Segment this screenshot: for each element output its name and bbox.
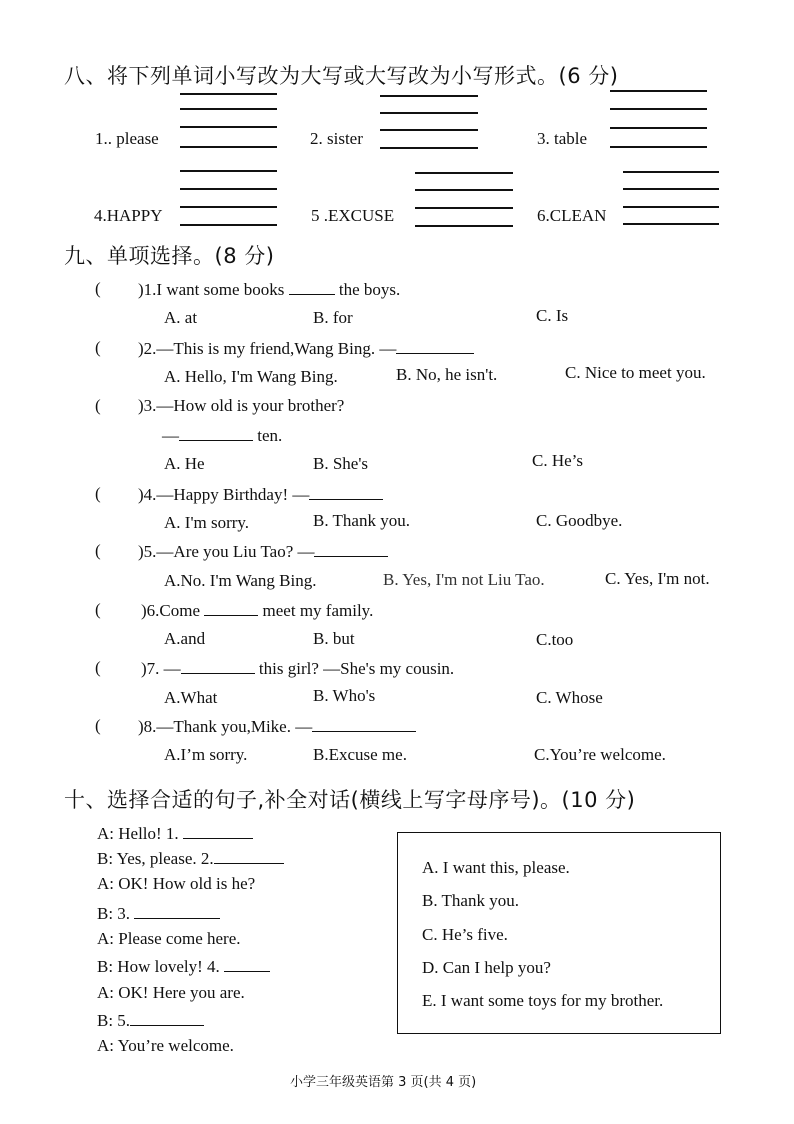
dialog-line: A: Hello! 1.: [97, 823, 253, 844]
answer-blank[interactable]: [309, 484, 383, 500]
dialog-line: B: 5.: [97, 1010, 204, 1031]
answer-paren[interactable]: (: [95, 484, 101, 503]
option-a: A.I’m sorry.: [164, 745, 248, 764]
option-c: C. Goodbye.: [536, 511, 623, 530]
section-9-heading: 九、单项选择。(8 分): [64, 244, 275, 268]
word-label: 1.. please: [95, 129, 159, 148]
answer-blank[interactable]: [214, 848, 284, 864]
question-stem: )6.Come meet my family.: [141, 601, 374, 620]
answer-blank[interactable]: [312, 716, 416, 732]
option-c: C. Whose: [536, 688, 603, 707]
option-b: B. for: [313, 308, 353, 327]
answer-blank[interactable]: [183, 823, 253, 839]
question-stem: )7. — this girl? —She's my cousin.: [141, 659, 455, 678]
option-b: B. No, he isn't.: [396, 365, 498, 384]
question-stem: )4.—Happy Birthday! —: [138, 484, 383, 505]
word-label: 2. sister: [310, 129, 363, 148]
answer-paren[interactable]: (: [95, 658, 101, 677]
word-label: 3. table: [537, 129, 588, 148]
option-c: C. Yes, I'm not.: [605, 569, 710, 588]
answer-paren[interactable]: (: [95, 600, 101, 619]
answer-paren[interactable]: (: [95, 396, 101, 415]
option-a: A. at: [164, 308, 198, 327]
option-c: C. He’s: [532, 451, 583, 470]
answer-paren[interactable]: (: [95, 338, 101, 357]
option-a: A. He: [164, 454, 205, 473]
answer-blank[interactable]: [181, 658, 255, 674]
answer-blank[interactable]: [130, 1010, 204, 1026]
dialog-line: B: 3.: [97, 903, 220, 924]
option-a: A.No. I'm Wang Bing.: [164, 571, 317, 590]
answer-blank[interactable]: [134, 903, 220, 919]
answer-blank[interactable]: [314, 541, 388, 557]
option-b: B.Excuse me.: [313, 745, 407, 764]
question-stem: )1.I want some books the boys.: [138, 280, 401, 299]
answer-blank[interactable]: [289, 279, 335, 295]
question-stem: )3.—How old is your brother?: [138, 396, 345, 415]
option-item: A. I want this, please.: [422, 858, 570, 877]
word-label: 5 .EXCUSE: [311, 206, 395, 225]
answer-paren[interactable]: (: [95, 279, 101, 298]
page-footer: 小学三年级英语第 3 页(共 4 页): [290, 1075, 477, 1090]
option-b: B. Who's: [313, 686, 376, 705]
option-c: C. Is: [536, 306, 569, 325]
option-a: A. I'm sorry.: [164, 513, 250, 532]
option-a: A. Hello, I'm Wang Bing.: [164, 367, 338, 386]
option-b: B. Thank you.: [313, 511, 410, 530]
section-10-heading: 十、选择合适的句子,补全对话(横线上写字母序号)。(10 分): [64, 788, 636, 812]
question-stem: )2.—This is my friend,Wang Bing. —: [138, 338, 474, 359]
answer-blank[interactable]: [204, 600, 258, 616]
option-c: C.You’re welcome.: [534, 745, 666, 764]
options-box: [397, 832, 721, 1034]
question-stem: )5.—Are you Liu Tao? —: [138, 541, 388, 562]
dialog-line: A: OK! How old is he?: [97, 874, 256, 893]
answer-paren[interactable]: (: [95, 541, 101, 560]
answer-paren[interactable]: (: [95, 716, 101, 735]
dialog-line: A: You’re welcome.: [97, 1036, 234, 1055]
dialog-line: B: How lovely! 4.: [97, 956, 270, 977]
option-c: C.too: [536, 630, 574, 649]
dialog-line: B: Yes, please. 2.: [97, 848, 284, 869]
option-b: B. She's: [313, 454, 369, 473]
answer-blank[interactable]: [224, 956, 270, 972]
word-label: 4.HAPPY: [94, 206, 163, 225]
dialog-line: A: Please come here.: [97, 929, 241, 948]
option-a: A.and: [164, 629, 206, 648]
option-c: C. Nice to meet you.: [565, 363, 706, 382]
section-8-heading: 八、将下列单词小写改为大写或大写改为小写形式。(6 分): [64, 64, 619, 88]
option-b: B. but: [313, 629, 355, 648]
dialog-line: A: OK! Here you are.: [97, 983, 245, 1002]
answer-blank[interactable]: [396, 338, 474, 354]
option-b: B. Yes, I'm not Liu Tao.: [383, 570, 545, 589]
question-stem: )8.—Thank you,Mike. —: [138, 716, 416, 737]
option-item: D. Can I help you?: [422, 958, 551, 977]
option-item: E. I want some toys for my brother.: [422, 991, 664, 1010]
word-label: 6.CLEAN: [537, 206, 607, 225]
answer-blank[interactable]: [179, 425, 253, 441]
option-item: B. Thank you.: [422, 891, 519, 910]
option-item: C. He’s five.: [422, 925, 508, 944]
option-a: A.What: [164, 688, 218, 707]
question-stem-line2: — ten.: [162, 426, 283, 445]
